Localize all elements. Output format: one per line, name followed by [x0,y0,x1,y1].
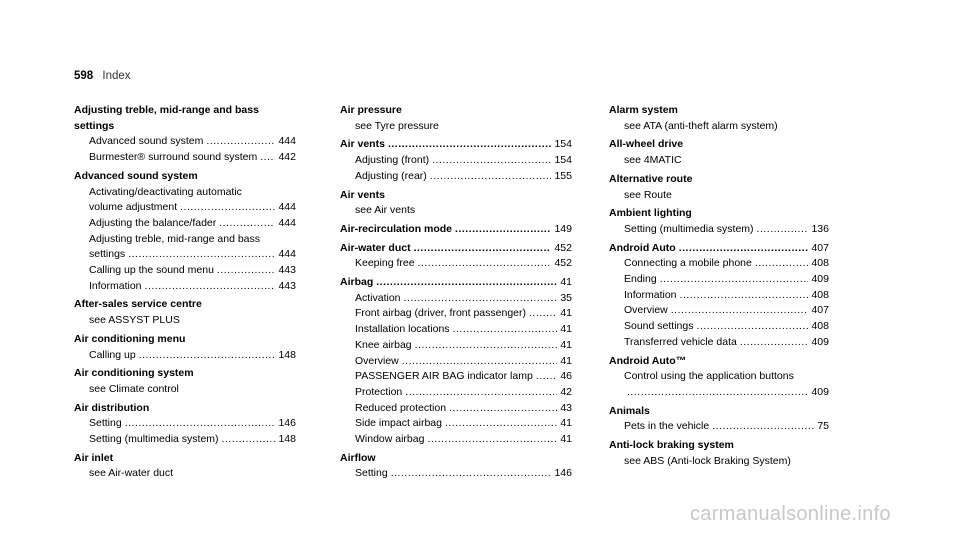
index-subentry [340,416,572,432]
index-subentry-text: see Air-water duct [89,467,174,480]
index-page-ref: 443 [278,264,296,277]
index-subentry-text: Calling up the sound menu [89,264,214,277]
index-subentry-text: Adjusting treble, mid-range and bass [89,232,261,245]
index-entry [74,103,296,166]
index-page-ref: 444 [278,135,296,148]
index-subentry [74,150,296,166]
index-heading-text: Android Auto™ [609,354,687,367]
index-page-ref: 444 [278,216,296,229]
watermark: carmanualsonline.info [690,503,891,525]
index-subentry [74,466,296,482]
index-subentry [340,369,572,385]
index-heading-text: Ambient lighting [609,207,692,220]
index-subentry-text: Information [624,288,677,301]
index-subentry [340,256,572,272]
index-page-ref: 407 [811,304,829,317]
index-subentry-text: Adjusting the balance/fader [89,216,217,229]
dot-leader [405,385,557,401]
index-heading [609,354,829,370]
dot-leader [680,288,809,304]
index-subentry [74,216,296,232]
index-page-ref: 452 [554,257,572,270]
index-subentry [609,119,829,135]
index-subentry [340,322,572,338]
index-page-ref: 154 [554,154,572,167]
index-entry [74,332,296,363]
dot-leader [139,348,276,364]
index-subentry [340,466,572,482]
index-subentry-text: see ATA (anti-theft alarm system) [624,119,778,132]
index-entry [340,137,572,184]
index-subentry-text: Advanced sound system [89,135,204,148]
index-entry [340,188,572,219]
index-subentry [609,419,829,435]
index-page-ref: 41 [560,323,572,336]
index-heading [74,169,296,185]
index-page-ref: 408 [811,288,829,301]
index-subentry-text: see Tyre pressure [355,119,439,132]
index-subentry-text: Installation locations [355,323,450,336]
index-subentry-text: Adjusting (rear) [355,169,427,182]
page-number: 598 [74,70,94,82]
index-column-2 [340,103,572,485]
index-entry [340,103,572,134]
index-page-ref: 408 [811,257,829,270]
index-page-ref: 148 [278,348,296,361]
index-subentry [74,263,296,279]
index-subentry-text: Reduced protection [355,401,447,414]
index-subentry [340,153,572,169]
dot-leader [430,169,552,185]
index-entry [609,354,829,401]
index-page-ref: 408 [811,320,829,333]
dot-leader [445,416,557,432]
index-subentry [74,134,296,150]
index-subentry [609,385,829,401]
index-subentry [340,354,572,370]
index-heading [74,332,296,348]
index-subentry [74,382,296,398]
index-subentry-text: volume adjustment [89,201,178,214]
index-subentry [609,256,829,272]
dot-leader [180,200,275,216]
dot-leader [388,137,552,153]
index-subentry-text: see ASSYST PLUS [89,314,180,327]
index-heading-text: Air vents [340,188,385,201]
index-entry [609,404,829,435]
index-heading-text: Air inlet [74,451,114,464]
dot-leader [679,241,809,257]
dot-leader [145,279,276,295]
index-subentry-text: Transferred vehicle data [624,335,737,348]
index-heading-text: Air conditioning menu [74,332,186,345]
index-page-ref: 452 [554,241,572,254]
index-heading-text: Alarm system [609,104,678,116]
index-entry [609,241,829,351]
index-page-ref: 43 [560,401,572,414]
index-heading [609,206,829,222]
index-heading [340,103,572,119]
index-entry [74,366,296,397]
index-subentry-text: Overview [355,354,399,367]
index-subentry [609,288,829,304]
index-entry [340,222,572,238]
index-subentry [74,185,296,201]
index-page-ref: 41 [560,276,572,289]
index-page-ref: 443 [278,279,296,292]
index-entry [609,137,829,168]
index-subentry-text: Setting [355,467,388,480]
index-subentry-text: see Route [624,188,672,201]
index-page-ref: 148 [278,433,296,446]
index-subentry [609,188,829,204]
index-entry [340,241,572,272]
index-column-1 [74,103,296,485]
index-subentry [74,432,296,448]
dot-leader [414,241,552,257]
dot-leader [660,272,809,288]
index-subentry [340,306,572,322]
index-page-ref: 42 [560,385,572,398]
index-heading [74,366,296,382]
index-heading-text: Airbag [340,276,374,289]
index-page-ref: 409 [811,273,829,286]
dot-leader [415,338,558,354]
index-heading [74,401,296,417]
index-subentry-text: Sound settings [624,320,694,333]
dot-leader [222,432,276,448]
index-column-3 [609,103,829,472]
dot-leader [402,354,558,370]
index-page-ref: 136 [811,222,829,235]
index-subentry-text: Control using the application buttons [624,370,794,383]
index-entry [74,297,296,328]
dot-leader [455,222,551,238]
index-subentry [609,335,829,351]
index-page-ref: 41 [560,338,572,351]
index-subentry-text: settings [89,248,126,261]
index-heading-text: Alternative route [609,172,693,185]
dot-leader [376,275,557,291]
index-subentry-text: Adjusting (front) [355,154,430,167]
page-header [74,70,131,82]
dot-leader [404,291,558,307]
index-subentry [74,247,296,263]
index-subentry-text: see Air vents [355,204,416,217]
index-subentry-text: Side impact airbag [355,417,442,430]
index-heading [609,172,829,188]
index-page-ref: 35 [560,291,572,304]
index-subentry [609,153,829,169]
dot-leader [696,319,808,335]
index-subentry [340,385,572,401]
index-heading-text: Air-recirculation mode [340,222,453,235]
index-entry [340,275,572,448]
index-subentry-text: Window airbag [355,433,425,446]
dot-leader [206,134,275,150]
index-subentry-text: see Climate control [89,382,179,395]
dot-leader [125,416,276,432]
index-subentry [340,119,572,135]
index-entry [609,103,829,134]
index-page-ref: 46 [560,370,572,383]
index-entry [340,451,572,482]
index-subentry [609,454,829,470]
index-heading-text: Animals [609,404,650,417]
index-subentry-text: Protection [355,385,403,398]
index-heading-text: Air distribution [74,401,150,414]
dot-leader [418,256,552,272]
index-subentry-text: Information [89,279,142,292]
index-subentry-text: Activating/deactivating automatic [89,185,242,198]
index-entry [609,172,829,203]
index-subentry [609,272,829,288]
index-heading-text: Air-water duct [340,241,411,254]
index-subentry [74,200,296,216]
index-heading [609,103,829,119]
index-page-ref: 41 [560,307,572,320]
index-subentry-text: Pets in the vehicle [624,420,710,433]
index-heading-text: Air pressure [340,104,402,116]
index-heading-text: Airflow [340,451,376,464]
index-entry [74,401,296,448]
dot-leader [755,256,809,272]
index-heading [340,188,572,204]
index-page-ref: 41 [560,433,572,446]
index-subentry-text: Calling up [89,348,136,361]
index-subentry [609,369,829,385]
index-entry [609,438,829,469]
index-page-ref: 41 [560,354,572,367]
dot-leader [128,247,275,263]
index-subentry-text: Activation [355,291,401,304]
index-heading [74,297,296,313]
index-heading-text: Air conditioning system [74,367,194,380]
index-subentry [74,416,296,432]
index-page-ref: 75 [817,420,829,433]
index-page-ref: 154 [554,138,572,151]
dot-leader [712,419,814,435]
index-subentry [74,313,296,329]
index-heading [340,137,572,153]
index-subentry-text: Setting (multimedia system) [624,222,754,235]
index-subentry [340,401,572,417]
index-heading [609,241,829,257]
dot-leader [671,303,809,319]
index-subentry-text: Ending [624,273,657,286]
index-subentry [340,338,572,354]
dot-leader [449,401,557,417]
index-subentry [74,348,296,364]
index-page-ref: 407 [811,241,829,254]
index-heading-text: Adjusting treble, mid-range and bass [74,104,259,116]
dot-leader [453,322,558,338]
index-page-ref: 409 [811,385,829,398]
index-subentry [609,222,829,238]
index-heading [340,451,572,467]
index-heading-text: Android Auto [609,241,676,254]
index-page-ref: 149 [554,222,572,235]
index-heading-text: After-sales service centre [74,298,202,311]
index-heading-text: Air vents [340,138,385,151]
index-heading [340,275,572,291]
index-heading [609,404,829,420]
index-heading [340,222,572,238]
index-subentry-text: Keeping free [355,257,415,270]
index-subentry [340,203,572,219]
index-page-ref: 146 [278,417,296,430]
index-page-ref: 442 [278,151,296,164]
index-subentry [340,432,572,448]
index-heading-text: Anti-lock braking system [609,439,734,452]
dot-leader [627,385,808,401]
index-heading-continued: settings [74,119,115,132]
index-subentry [340,169,572,185]
index-subentry-text: PASSENGER AIR BAG indicator lamp [355,370,533,383]
dot-leader [219,216,275,232]
index-entry [609,206,829,237]
index-subentry [340,291,572,307]
index-subentry-text: Setting (multimedia system) [89,433,219,446]
index-page-ref: 146 [554,467,572,480]
index-heading [609,438,829,454]
index-subentry-text: Setting [89,417,122,430]
index-subentry [609,319,829,335]
index-subentry-text: Overview [624,304,668,317]
dot-leader [536,369,558,385]
index-page-ref: 444 [278,201,296,214]
index-heading [609,137,829,153]
dot-leader [529,306,557,322]
index-subentry-text: Front airbag (driver, front passenger) [355,307,526,320]
index-heading [340,241,572,257]
index-subentry-text: see ABS (Anti-lock Braking System) [624,454,791,467]
index-heading [74,451,296,467]
index-entry [74,169,296,295]
dot-leader [217,263,276,279]
dot-leader [260,150,275,166]
page-section-label: Index [102,70,131,82]
index-page-ref: 155 [554,169,572,182]
index-subentry [74,279,296,295]
index-page-ref: 409 [811,335,829,348]
dot-leader [391,466,552,482]
index-subentry-text: Knee airbag [355,338,412,351]
index-subentry-text: see 4MATIC [624,154,682,167]
dot-leader [427,432,557,448]
dot-leader [432,153,551,169]
index-heading [74,103,296,119]
index-subentry [609,303,829,319]
dot-leader [740,335,809,351]
dot-leader [757,222,809,238]
index-subentry-text: Connecting a mobile phone [624,257,752,270]
index-entry [74,451,296,482]
index-heading-text: Advanced sound system [74,169,198,182]
index-heading-text: All-wheel drive [609,138,684,151]
index-page-ref: 444 [278,248,296,261]
index-subentry [74,232,296,248]
index-subentry-text: Burmester® surround sound system [89,151,258,164]
index-page-ref: 41 [560,417,572,430]
